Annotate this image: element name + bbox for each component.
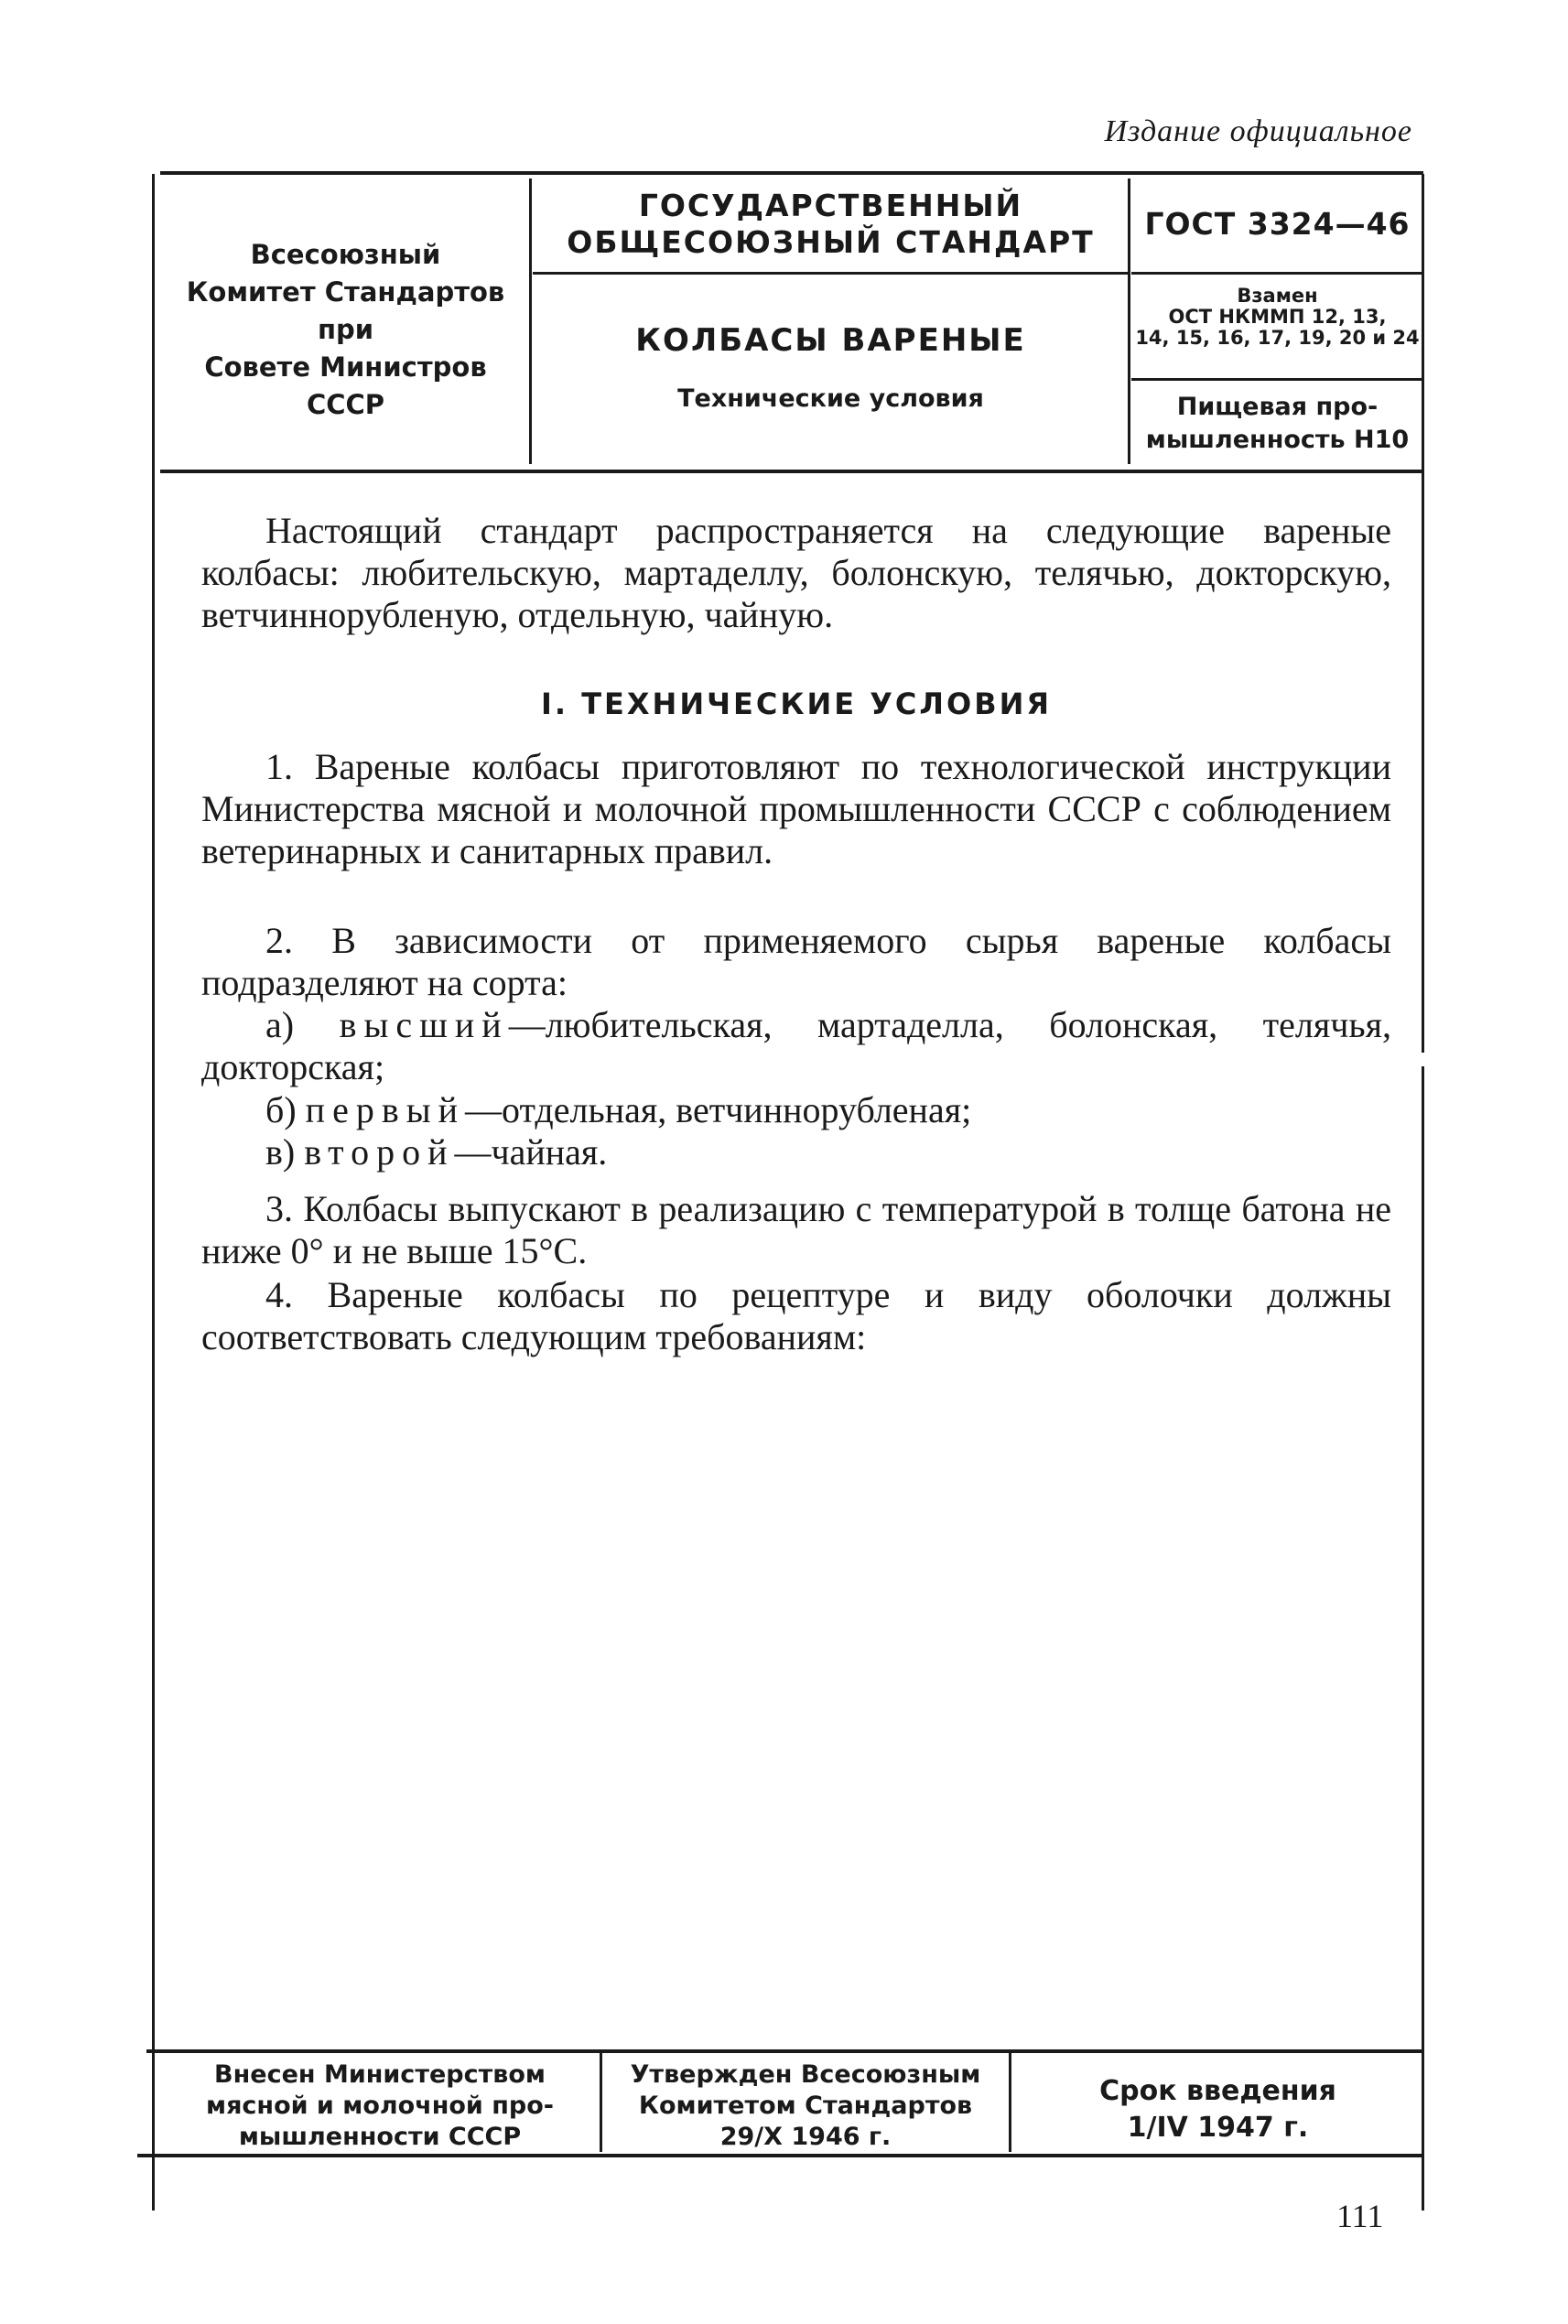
- org-line: СССР: [306, 389, 385, 420]
- grade-a: [201, 1004, 1391, 1088]
- approved-by: [604, 2059, 1007, 2153]
- replaces-line: ОСТ НКММП 12, 13,: [1168, 306, 1387, 328]
- approved-line: Комитетом Стандартов: [638, 2092, 973, 2120]
- grade-b-name: первый: [305, 1089, 465, 1130]
- header-divider-2: [1128, 178, 1130, 464]
- standard-title-line: ОБЩЕСОЮЗНЫЙ СТАНДАРТ: [567, 224, 1095, 260]
- header-bottom-rule: [160, 470, 1423, 473]
- header-middle-rule: [533, 272, 1128, 275]
- grade-b: [201, 1089, 1391, 1131]
- approved-line: 29/X 1946 г.: [719, 2123, 892, 2151]
- org-line: Комитет Стандартов: [186, 276, 505, 308]
- industry-line: мышленность Н10: [1145, 426, 1410, 454]
- effective-line: 1/IV 1947 г.: [1127, 2112, 1309, 2144]
- header-top-rule: [160, 171, 1423, 175]
- right-border: [1422, 174, 1424, 1053]
- approved-line: Утвержден Всесоюзным: [630, 2060, 981, 2089]
- clause-3: 3. Колбасы выпускают в реализацию с температурой в толще батона не ниже 0° и не выше 15°С.: [201, 1188, 1391, 1271]
- industry-classification: [1133, 391, 1422, 457]
- header-right-rule-2: [1131, 378, 1422, 381]
- grade-a-name: высший: [339, 1004, 509, 1045]
- org-line: при: [317, 314, 374, 345]
- introduced-by: [165, 2059, 595, 2153]
- grade-a-items: —любительская, мартаделла, болонская, телячья, докторская;: [201, 1004, 1391, 1087]
- industry-line: Пищевая про-: [1176, 393, 1379, 421]
- issuing-organization: [165, 236, 526, 424]
- gost-number: ГОСТ 3324—46: [1144, 206, 1411, 242]
- grade-b-items: —отдельная, ветчиннорубленая;: [465, 1089, 972, 1130]
- standard-title-line: ГОСУДАРСТВЕННЫЙ: [638, 188, 1023, 223]
- grade-v-name: второй: [304, 1131, 455, 1173]
- clause-1: 1. Вареные колбасы приготовляют по технологической инструкции Министерства мясной и молочной промышленности СССР с соблюдением ветеринарных и санитарных правил.: [201, 746, 1391, 871]
- header-divider-1: [529, 178, 532, 464]
- org-line: Всесоюзный: [250, 239, 441, 270]
- clause-4: 4. Вареные колбасы по рецептуре и виду оболочки должны соответствовать следующим требованиям:: [201, 1274, 1391, 1357]
- footer-divider-2: [1009, 2053, 1011, 2152]
- intro-paragraph: Настоящий стандарт распространяется на следующие вареные колбасы: любительскую, мартаделлу, болонскую, телячью, докторскую, ветчиннорубленую, отдельную, чайную.: [201, 510, 1391, 635]
- edition-note: Издание официальное: [1104, 114, 1412, 148]
- grade-v-items: —чайная.: [454, 1131, 608, 1173]
- right-border-lower: [1422, 1066, 1424, 2211]
- page-number: 111: [1336, 2198, 1384, 2234]
- replaces-block: [1133, 286, 1422, 349]
- left-border: [152, 174, 155, 2211]
- footer-top-rule: [146, 2049, 1423, 2053]
- footer-divider-1: [600, 2053, 602, 2152]
- org-line: Совете Министров: [204, 351, 487, 383]
- header-right-rule-1: [1131, 272, 1422, 275]
- introduced-line: Внесен Министерством: [214, 2060, 546, 2089]
- replaces-line: Взамен: [1237, 285, 1318, 307]
- document-subtitle: Технические условия: [677, 384, 984, 413]
- footer-bottom-rule: [137, 2154, 1423, 2157]
- product-title: КОЛБАСЫ ВАРЕНЫЕ: [635, 322, 1026, 359]
- introduced-line: мышленности СССР: [238, 2123, 522, 2151]
- grade-v: [201, 1131, 1391, 1173]
- grade-a-prefix: а): [265, 1004, 340, 1045]
- replaces-line: 14, 15, 16, 17, 19, 20 и 24: [1135, 327, 1420, 349]
- clause-2: 2. В зависимости от применяемого сырья вареные колбасы подразделяют на сорта:: [201, 920, 1391, 1003]
- introduced-line: мясной и молочной про-: [206, 2092, 554, 2120]
- effective-line: Срок введения: [1099, 2075, 1336, 2107]
- section-heading: I. ТЕХНИЧЕСКИЕ УСЛОВИЯ: [540, 686, 1052, 721]
- grade-v-prefix: в): [265, 1131, 305, 1173]
- standard-title: [535, 188, 1126, 261]
- grade-b-prefix: б): [265, 1089, 306, 1130]
- effective-date: [1014, 2073, 1422, 2146]
